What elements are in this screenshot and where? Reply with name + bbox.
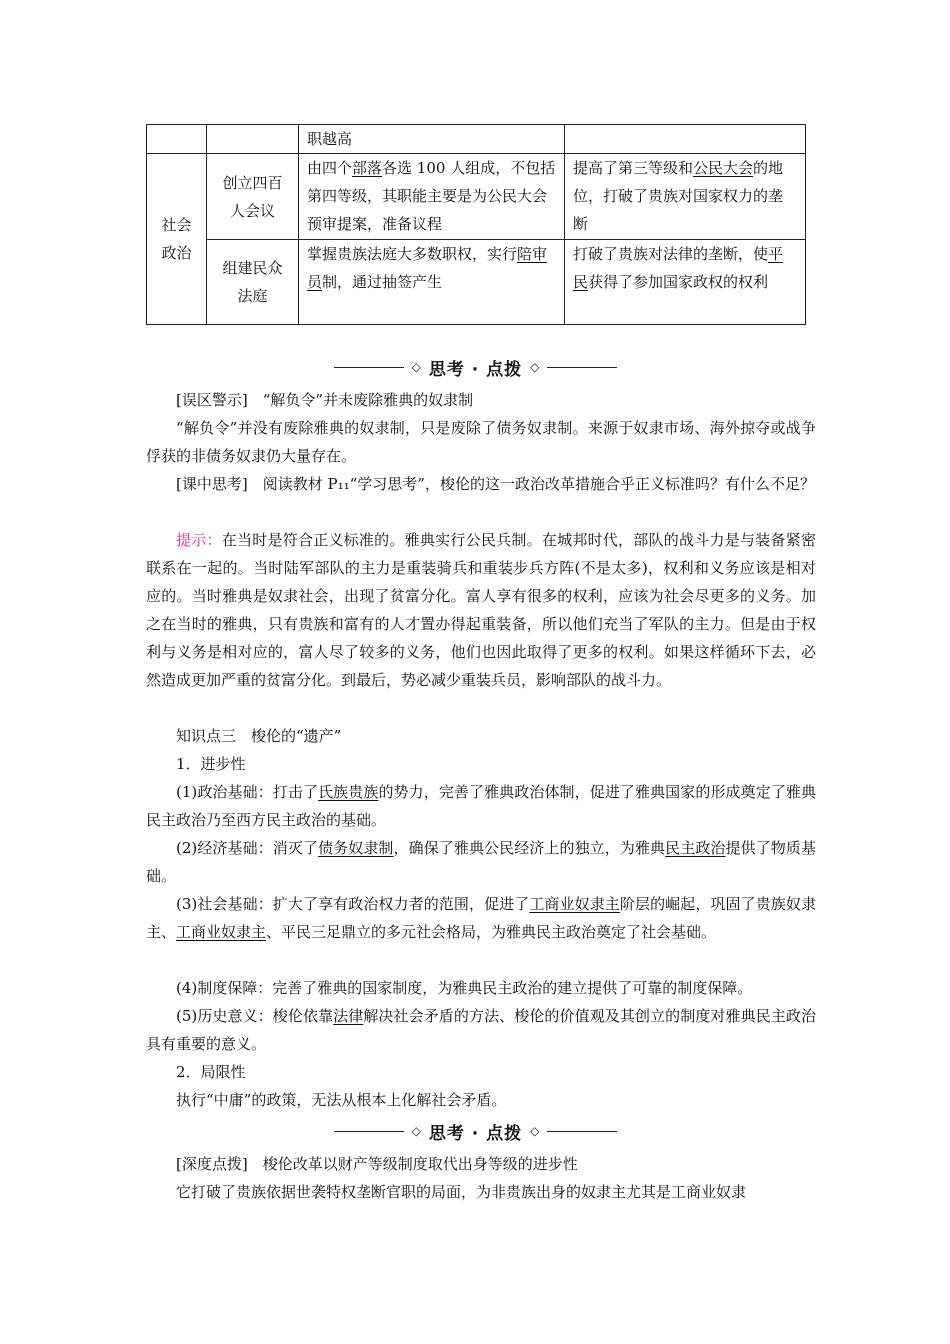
table-row xyxy=(147,125,806,154)
point-social: (3)社会基础：扩大了享有政治权力者的范围，促进了工商业奴隶主阶层的崛起，巩固了贵族奴隶主、工商业奴隶主、平民三足鼎立的多元社会格局，为雅典民主政治奠定了社会基础。 xyxy=(146,895,816,941)
content-cell: 掌握贵族法庭大多数职权，实行陪审员制，通过抽签产生 xyxy=(299,240,565,325)
subheading-limitation: 2．局限性 xyxy=(176,1063,246,1081)
table-row xyxy=(147,240,806,325)
hint-paragraph: 提示：在当时是符合正义标准的。雅典实行公民兵制。在城邦时代，部队的战斗力是与装备紧密联系在一起的。当时陆军部队的主力是重装骑兵和重装步兵方阵(不是太多)，权利和义务应该是相对应的。当时雅典是奴隶社会，出现了贫富分化。富人享有很多的权利，应该为社会尽更多的义务。加之在当时的雅典，只有贵族和富有的人才置办得起重装备，所以他们充当了军队的主力。但是由于权利与义务是相对应的，富人尽了较多的义务，他们也因此取得了更多的权利。如果这样循环下去，必然造成更加严重的贫富分化。到最后，势必减少重装兵员，影响部队的战斗力。 xyxy=(146,531,816,689)
reform-table xyxy=(146,124,806,325)
table-cell xyxy=(207,125,299,154)
point-history: (5)历史意义：梭伦依靠法律解决社会矛盾的方法、梭伦的价值观及其创立的制度对雅典民主政治具有重要的意义。 xyxy=(146,1007,816,1053)
table-cell xyxy=(565,125,806,154)
hint-label: 提示： xyxy=(176,531,222,549)
warning-body: “解负令”并没有废除雅典的奴隶制，只是废除了债务奴隶制。来源于奴隶市场、海外掠夺或战争俘获的非债务奴隶仍大量存在。 xyxy=(146,419,816,465)
diamond-icon: ◇ xyxy=(530,1124,540,1138)
section-divider: ◇ 思考 · 点拨 ◇ xyxy=(146,1119,805,1143)
table-row xyxy=(147,154,806,240)
diamond-icon: ◇ xyxy=(411,1124,421,1138)
knowledge-heading: 知识点三 梭伦的“遗产” xyxy=(176,727,342,745)
table-cell: 职越高 xyxy=(299,125,565,154)
subheading-progress: 1．进步性 xyxy=(176,755,246,773)
warning-heading: [误区警示] “解负令”并未废除雅典的奴隶制 xyxy=(176,391,474,409)
point-institution: (4)制度保障：完善了雅典的国家制度，为雅典民主政治的建立提供了可靠的制度保障。 xyxy=(176,979,753,997)
point-political: (1)政治基础：打击了氏族贵族的势力，完善了雅典政治体制，促进了雅典国家的形成奠定了雅典民主政治乃至西方民主政治的基础。 xyxy=(146,783,816,829)
think-question: [课中思考] 阅读教材 P₁₁“学习思考”，梭伦的这一政治改革措施合乎正义标准吗？有什么不足？ xyxy=(176,475,815,493)
content-cell: 由四个部落各选 100 人组成，不包括第四等级，其职能主要是为公民大会预审提案，准备议程 xyxy=(299,154,565,240)
limitation-text: 执行“中庸”的政策，无法从根本上化解社会矛盾。 xyxy=(176,1091,507,1109)
deep-body: 它打破了贵族依据世袭特权垄断官职的局面，为非贵族出身的奴隶主尤其是工商业奴隶 xyxy=(176,1183,747,1201)
diamond-icon: ◇ xyxy=(530,360,540,374)
measure-cell: 创立四百人会议 xyxy=(207,154,299,240)
effect-cell: 提高了第三等级和公民大会的地位，打破了贵族对国家权力的垄断 xyxy=(565,154,806,240)
table-cell xyxy=(147,125,207,154)
point-economic: (2)经济基础：消灭了债务奴隶制，确保了雅典公民经济上的独立，为雅典民主政治提供了物质基础。 xyxy=(146,839,816,885)
section-divider: ◇ 思考 · 点拨 ◇ xyxy=(146,355,805,379)
section-cell: 社会政治 xyxy=(147,154,207,325)
deep-heading: [深度点拨] 梭伦改革以财产等级制度取代出身等级的进步性 xyxy=(176,1155,578,1173)
diamond-icon: ◇ xyxy=(411,360,421,374)
measure-cell: 组建民众法庭 xyxy=(207,240,299,325)
effect-cell: 打破了贵族对法律的垄断，使平民获得了参加国家政权的权利 xyxy=(565,240,806,325)
